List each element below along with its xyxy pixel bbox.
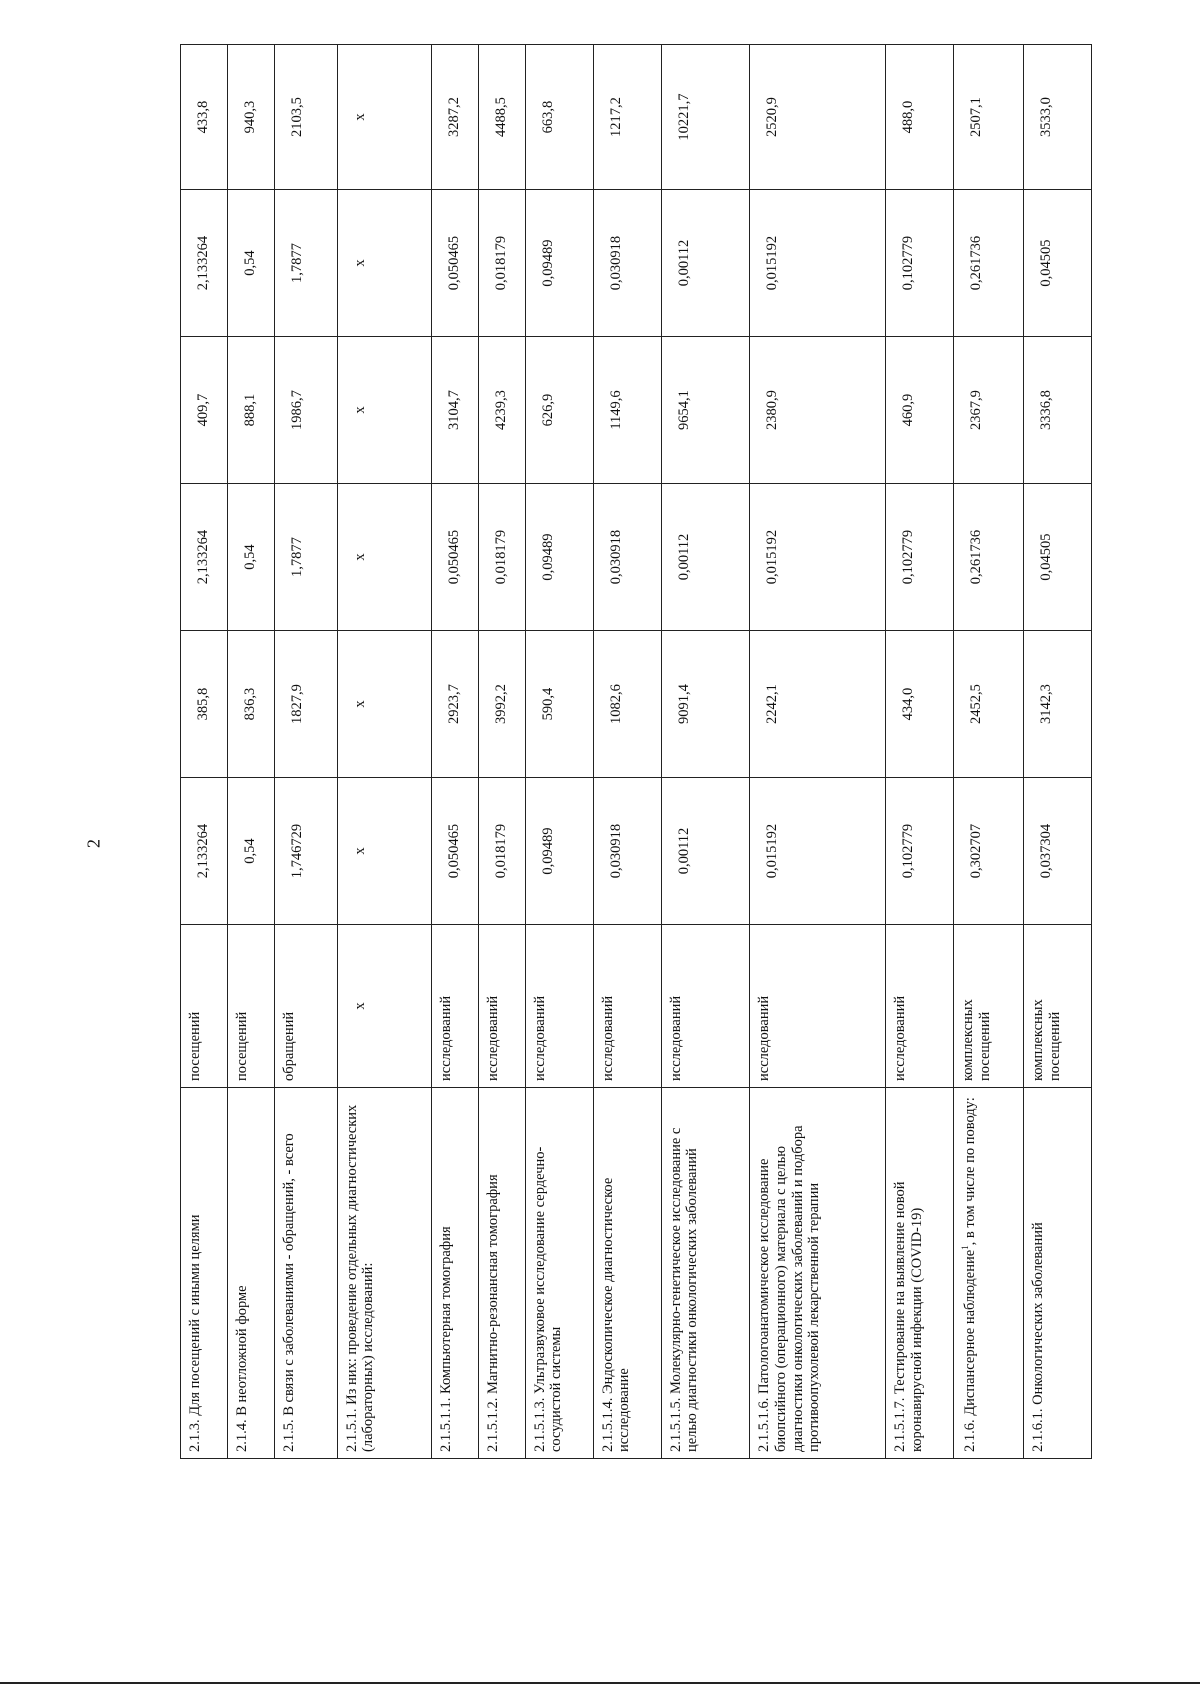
cell-value: 0,09489 xyxy=(525,190,593,337)
cell-value: 0,04505 xyxy=(1024,484,1092,631)
table-row xyxy=(275,45,338,1459)
table-row xyxy=(478,45,525,1459)
cell-value: 0,102779 xyxy=(886,190,954,337)
row-name: 2.1.5.1.1. Компьютерная томография xyxy=(431,1088,478,1459)
row-unit: исследований xyxy=(661,925,750,1088)
table-row xyxy=(750,45,886,1459)
cell-value: 3287,2 xyxy=(431,45,478,190)
row-name: 2.1.5.1.3. Ультразвуковое исследование сердечно-сосудистой системы xyxy=(525,1088,593,1459)
row-name: 2.1.5. В связи с заболеваниями - обращений, - всего xyxy=(275,1088,338,1459)
cell-value: 2507,1 xyxy=(954,45,1024,190)
cell-value: 888,1 xyxy=(228,337,275,484)
footnote-marker: 1 xyxy=(960,1245,971,1250)
cell-value: 3533,0 xyxy=(1024,45,1092,190)
cell-value: 460,9 xyxy=(886,337,954,484)
cell-value: 9654,1 xyxy=(661,337,750,484)
row-unit: посещений xyxy=(181,925,228,1088)
cell-value: 0,018179 xyxy=(478,778,525,925)
cell-value: 3142,3 xyxy=(1024,631,1092,778)
table-row xyxy=(431,45,478,1459)
row-name-prefix: 2.1.6. Диспансерное наблюдение xyxy=(961,1249,978,1452)
row-unit: исследований xyxy=(431,925,478,1088)
table-row xyxy=(337,45,431,1459)
cell-value: 1,746729 xyxy=(275,778,338,925)
table-row xyxy=(228,45,275,1459)
cell-value: 1082,6 xyxy=(593,631,661,778)
cell-value: 0,54 xyxy=(228,484,275,631)
cell-value: 1,7877 xyxy=(275,190,338,337)
cell-value: 1986,7 xyxy=(275,337,338,484)
cell-value: 3992,2 xyxy=(478,631,525,778)
row-name: 2.1.3. Для посещений с иными целями xyxy=(181,1088,228,1459)
table-row xyxy=(525,45,593,1459)
cell-value: 0,00112 xyxy=(661,484,750,631)
row-unit: обращений xyxy=(275,925,338,1088)
cell-value: x xyxy=(337,337,431,484)
cell-value: 1149,6 xyxy=(593,337,661,484)
cell-value: 0,050465 xyxy=(431,484,478,631)
cell-value: 626,9 xyxy=(525,337,593,484)
table-row xyxy=(593,45,661,1459)
cell-value: 0,00112 xyxy=(661,190,750,337)
cell-value: 0,00112 xyxy=(661,778,750,925)
cell-value: 0,102779 xyxy=(886,484,954,631)
table-row xyxy=(181,45,228,1459)
cell-value: 0,030918 xyxy=(593,778,661,925)
cell-value: 0,302707 xyxy=(954,778,1024,925)
table-row xyxy=(886,45,954,1459)
cell-value: 0,015192 xyxy=(750,484,886,631)
cell-value: 2103,5 xyxy=(275,45,338,190)
cell-value: x xyxy=(337,778,431,925)
cell-value: x xyxy=(337,45,431,190)
cell-value: 0,018179 xyxy=(478,484,525,631)
row-unit: исследований xyxy=(750,925,886,1088)
cell-value: 385,8 xyxy=(181,631,228,778)
cell-value: 2367,9 xyxy=(954,337,1024,484)
cell-value: 2,133264 xyxy=(181,484,228,631)
cell-value: 2520,9 xyxy=(750,45,886,190)
cell-value: 663,8 xyxy=(525,45,593,190)
cell-value: 4239,3 xyxy=(478,337,525,484)
cell-value: 0,037304 xyxy=(1024,778,1092,925)
row-unit: комплексных посещений xyxy=(954,925,1024,1088)
cell-value: 0,04505 xyxy=(1024,190,1092,337)
cell-value: 1827,9 xyxy=(275,631,338,778)
cell-value: x xyxy=(337,190,431,337)
cell-value: 0,050465 xyxy=(431,778,478,925)
cell-value: 0,030918 xyxy=(593,484,661,631)
cell-value: 3336,8 xyxy=(1024,337,1092,484)
row-name-suffix: , в том числе по поводу: xyxy=(961,1097,978,1246)
cell-value: 590,4 xyxy=(525,631,593,778)
cell-value: 434,0 xyxy=(886,631,954,778)
cell-value: 3104,7 xyxy=(431,337,478,484)
row-name: 2.1.5.1.7. Тестирование на выявление новой коронавирусной инфекции (COVID-19) xyxy=(886,1088,954,1459)
row-name: 2.1.5.1. Из них: проведение отдельных диагностических (лабораторных) исследований: xyxy=(337,1088,431,1459)
cell-value: 836,3 xyxy=(228,631,275,778)
row-unit: x xyxy=(337,925,431,1088)
cell-value: 2242,1 xyxy=(750,631,886,778)
cell-value: 2452,5 xyxy=(954,631,1024,778)
cell-value: 409,7 xyxy=(181,337,228,484)
cell-value: 0,015192 xyxy=(750,190,886,337)
cell-value: 4488,5 xyxy=(478,45,525,190)
row-name: 2.1.5.1.2. Магнитно-резонансная томография xyxy=(478,1088,525,1459)
table-container xyxy=(180,45,1092,1459)
table-row xyxy=(954,45,1024,1459)
cell-value: 1,7877 xyxy=(275,484,338,631)
scan-edge-line xyxy=(0,1682,1200,1684)
table-row xyxy=(1024,45,1092,1459)
table-row xyxy=(661,45,750,1459)
page-number: 2 xyxy=(83,839,104,848)
cell-value: x xyxy=(337,631,431,778)
cell-value: 2923,7 xyxy=(431,631,478,778)
tariff-table xyxy=(180,44,1092,1459)
cell-value: 2380,9 xyxy=(750,337,886,484)
cell-value: 433,8 xyxy=(181,45,228,190)
cell-value: 1217,2 xyxy=(593,45,661,190)
row-name: 2.1.6.1. Онкологических заболеваний xyxy=(1024,1088,1092,1459)
cell-value: 940,3 xyxy=(228,45,275,190)
cell-value: x xyxy=(337,484,431,631)
row-name: 2.1.5.1.6. Патологоанатомическое исследование биопсийного (операционного) материала с целью диагностики онкологических заболеваний и подбора противоопухолевой лекарственной терапии xyxy=(750,1088,886,1459)
cell-value: 0,54 xyxy=(228,778,275,925)
cell-value: 0,09489 xyxy=(525,484,593,631)
cell-value: 0,09489 xyxy=(525,778,593,925)
row-unit: посещений xyxy=(228,925,275,1088)
row-unit: исследований xyxy=(886,925,954,1088)
cell-value: 9091,4 xyxy=(661,631,750,778)
cell-value: 0,54 xyxy=(228,190,275,337)
cell-value: 0,261736 xyxy=(954,484,1024,631)
cell-value: 10221,7 xyxy=(661,45,750,190)
row-unit: исследований xyxy=(525,925,593,1088)
row-unit: исследований xyxy=(593,925,661,1088)
cell-value: 488,0 xyxy=(886,45,954,190)
row-unit: комплексных посещений xyxy=(1024,925,1092,1088)
cell-value: 0,018179 xyxy=(478,190,525,337)
cell-value: 2,133264 xyxy=(181,190,228,337)
row-name: 2.1.4. В неотложной форме xyxy=(228,1088,275,1459)
cell-value: 0,015192 xyxy=(750,778,886,925)
cell-value: 0,261736 xyxy=(954,190,1024,337)
row-unit: исследований xyxy=(478,925,525,1088)
cell-value: 2,133264 xyxy=(181,778,228,925)
row-name: 2.1.5.1.4. Эндоскопическое диагностическое исследование xyxy=(593,1088,661,1459)
row-name xyxy=(954,1088,1024,1459)
cell-value: 0,102779 xyxy=(886,778,954,925)
cell-value: 0,030918 xyxy=(593,190,661,337)
row-name: 2.1.5.1.5. Молекулярно-генетическое исследование с целью диагностики онкологических заболеваний xyxy=(661,1088,750,1459)
cell-value: 0,050465 xyxy=(431,190,478,337)
